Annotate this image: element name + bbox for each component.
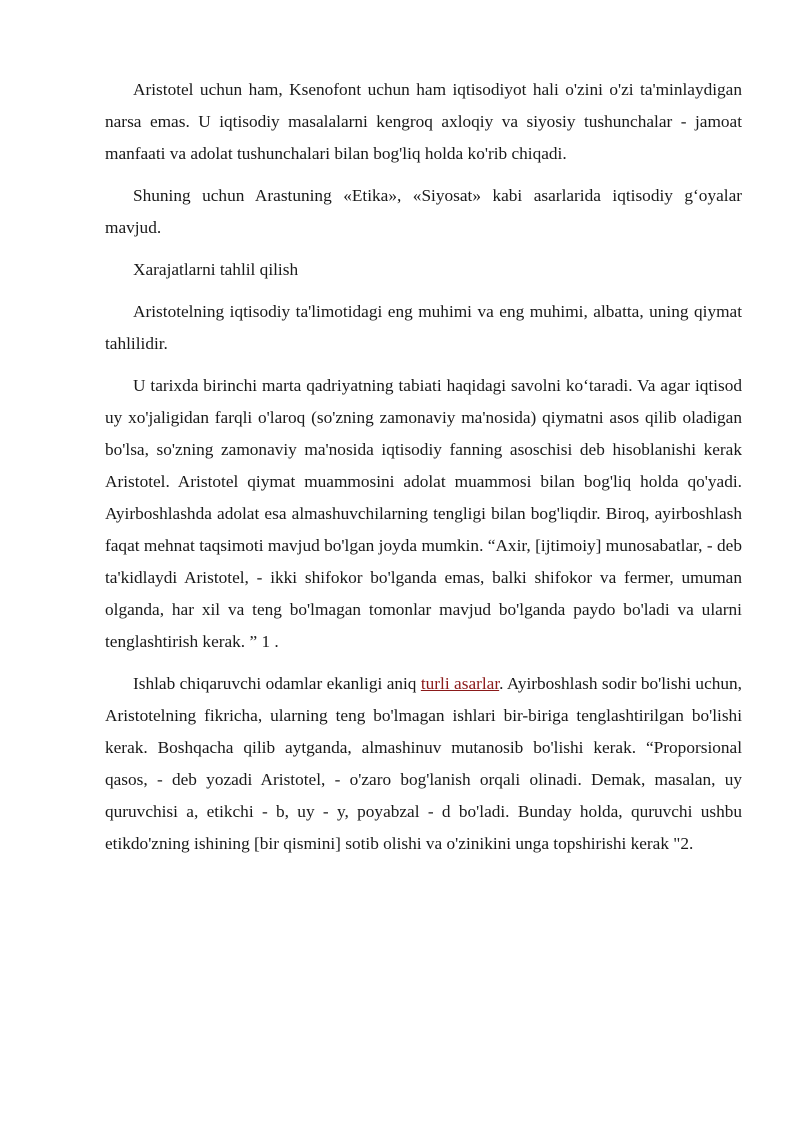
- paragraph-3: Aristotelning iqtisodiy ta'limotidagi eng muhimi va eng muhimi, albatta, uning qiymat tahlilidir.: [105, 302, 742, 353]
- paragraph-5-text-after: . Ayirboshlash sodir bo'lishi uchun, Aristotelning fikricha, ularning teng bo'lmagan ishlari bir-biriga tenglashtirilgan bo'lishi kerak. Boshqacha qilib aytganda, almashinuv mutanosib bo'lishi kerak. “Proporsional qasos, - deb yozadi Aristotel, - o'zaro bog'lanish orqali olinadi. Demak, masalan, uy quruvchisi a, etikchi - b, uy - y, poyabzal - d bo'ladi. Bunday holda, quruvchi ushbu etikdo'zning ishining [bir qismini] sotib olishi va o'zinikini unga topshirishi kerak "2.: [105, 674, 742, 853]
- paragraph-4: U tarixda birinchi marta qadriyatning tabiati haqidagi savolni ko‘taradi. Va agar iqtisod uy xo'jaligidan farqli o'laroq (so'zning zamonaviy ma'nosida) qiymatni asos qilib oladigan bo'lsa, so'zning zamonaviy ma'nosida iqtisodiy fanning asoschisi deb hisoblanishi kerak Aristotel. Aristotel qiymat muammosini adolat muammosi bilan bog'liq holda qo'yadi. Ayirboshlashda adolat esa almashuvchilarning tengligi bilan bog'liqdir. Biroq, ayirboshlash faqat mehnat taqsimoti mavjud bo'lgan joyda mumkin. “Axir, [ijtimoiy] munosabatlar, - deb ta'kidlaydi Aristotel, - ikki shifokor bo'lganda emas, balki shifokor va fermer, umuman olganda, har xil va teng bo'lmagan tomonlar mavjud bo'lganda paydo bo'ladi va ularni tenglashtirish kerak. ” 1 .: [105, 376, 742, 651]
- paragraph-2: Shuning uchun Arastuning «Etika», «Siyosat» kabi asarlarida iqtisodiy g‘oyalar mavjud.: [105, 186, 742, 237]
- section-heading: Xarajatlarni tahlil qilish: [133, 260, 299, 279]
- paragraph-5-text-before: Ishlab chiqaruvchi odamlar ekanligi aniq: [133, 674, 421, 693]
- document-body: [105, 74, 742, 870]
- paragraph-5: [105, 668, 742, 860]
- paragraph-1: Aristotel uchun ham, Ksenofont uchun ham iqtisodiyot hali o'zini o'zi ta'minlaydigan narsa emas. U iqtisodiy masalalarni kengroq axloqiy va siyosiy tushunchalar - jamoat manfaati va adolat tushunchalari bilan bog'liq holda ko'rib chiqadi.: [105, 80, 742, 163]
- turli-asarlar-link[interactable]: turli asarlar: [420, 674, 500, 693]
